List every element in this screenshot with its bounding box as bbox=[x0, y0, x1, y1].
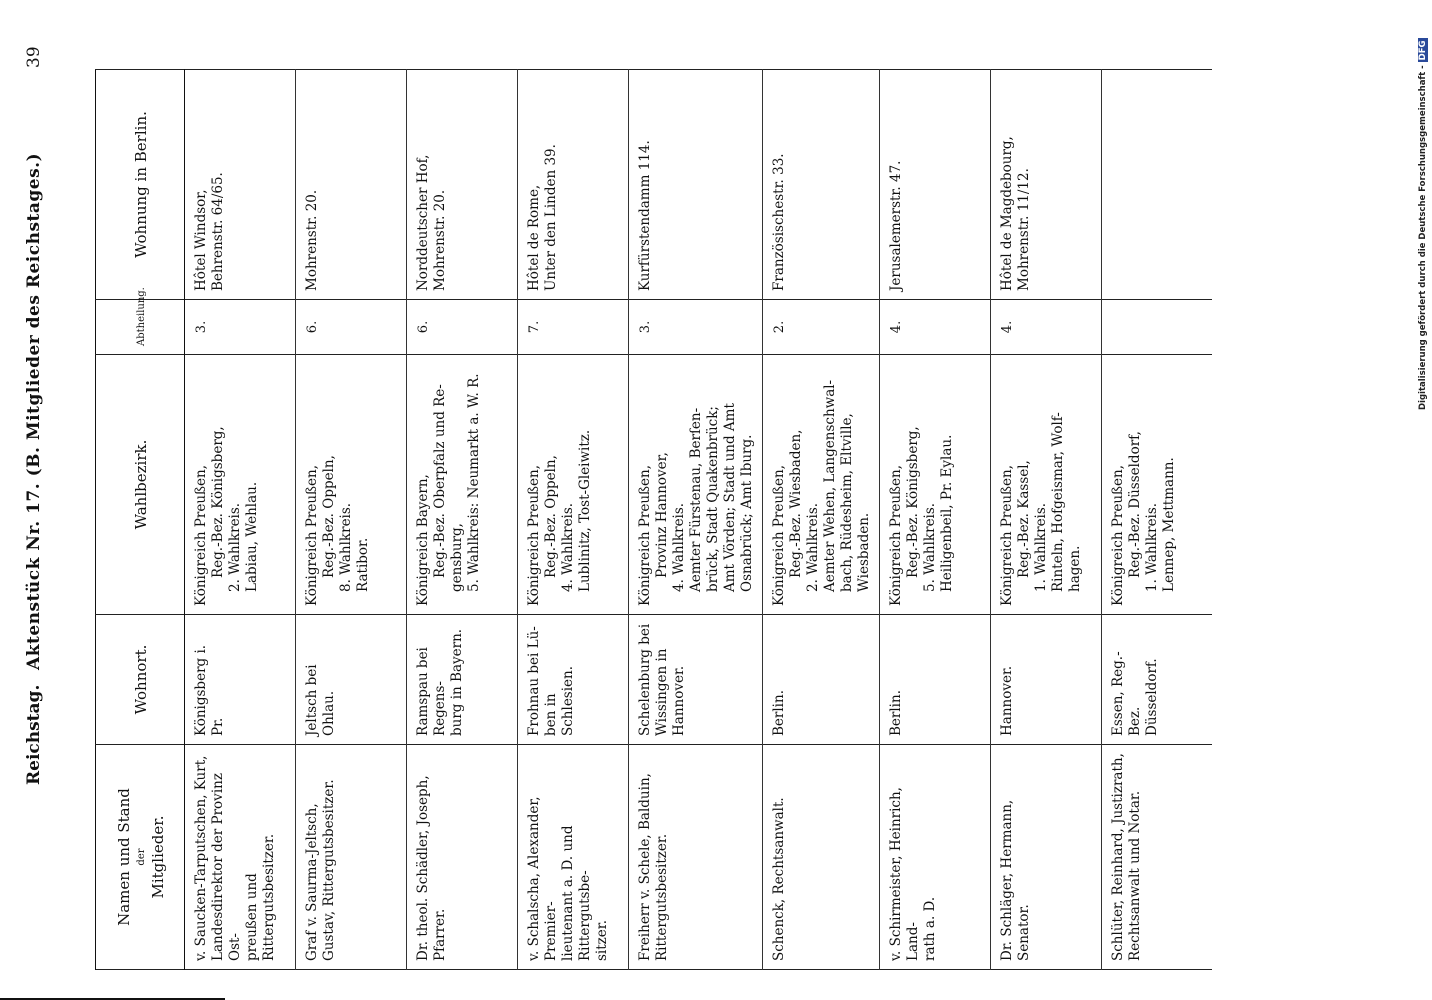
constituency-cell bbox=[407, 355, 518, 615]
residence-line: Königsberg i. Pr. bbox=[193, 644, 226, 736]
table-header-row bbox=[96, 70, 185, 970]
table-row bbox=[296, 70, 407, 970]
constituency-line: Königreich Preußen, bbox=[193, 464, 209, 606]
constituency-line: 5. Wahlkreis. bbox=[922, 502, 938, 592]
page-header bbox=[24, 0, 60, 1000]
constituency-line: hagen. bbox=[1067, 545, 1083, 592]
berlin-address-cell bbox=[1102, 70, 1213, 300]
residence-cell bbox=[880, 615, 991, 745]
berlin-address-line: Kurfürstendamm 114. bbox=[637, 140, 653, 291]
residence-cell bbox=[185, 615, 296, 745]
constituency-line: Königreich Bayern, bbox=[415, 474, 431, 606]
member-name-line: Schenck, Rechtsanwalt. bbox=[771, 797, 787, 961]
member-name-line: lieutenant a. D. und Rittergutsbe- bbox=[560, 825, 593, 961]
berlin-address-line: Hôtel Windsor, bbox=[193, 189, 209, 291]
table-row bbox=[185, 70, 296, 970]
constituency-line: 2. Wahlkreis. bbox=[805, 502, 821, 592]
constituency-line: Ratibor. bbox=[355, 537, 371, 592]
member-name-line: Pfarrer. bbox=[432, 908, 448, 961]
constituency-line: 1. Wahlkreis. bbox=[1033, 502, 1049, 592]
berlin-address-line: Unter den Linden 39. bbox=[543, 144, 559, 291]
residence-line: Berlin. bbox=[771, 690, 787, 736]
table-row bbox=[991, 70, 1102, 970]
header-left: Reichstag. bbox=[24, 684, 44, 785]
member-name-cell bbox=[991, 745, 1102, 970]
member-name-line: v. Schirmeister, Heinrich, Land- bbox=[888, 787, 921, 961]
berlin-address-line: Behrenstr. 64/65. bbox=[210, 172, 226, 291]
constituency-cell bbox=[991, 355, 1102, 615]
member-name-cell bbox=[185, 745, 296, 970]
residence-line: Hannover. bbox=[671, 665, 687, 736]
constituency-line: Aemter Wehen, Langenschwal- bbox=[822, 379, 838, 592]
member-name-line: v. Schalscha, Alexander, Premier- bbox=[526, 796, 559, 961]
division-cell: 3. bbox=[629, 300, 763, 355]
constituency-cell bbox=[763, 355, 880, 615]
constituency-line: Provinz Hannover, bbox=[654, 452, 670, 578]
division-cell: 3. bbox=[185, 300, 296, 355]
constituency-cell bbox=[296, 355, 407, 615]
constituency-line: 4. Wahlkreis. bbox=[560, 502, 576, 592]
residence-cell bbox=[991, 615, 1102, 745]
residence-line: Düsseldorf. bbox=[1144, 658, 1160, 736]
constituency-line: Rinteln, Hofgeismar, Wolf- bbox=[1050, 412, 1066, 592]
constituency-line: Reg.-Bez. Oppeln, bbox=[321, 455, 337, 578]
division-cell: 4. bbox=[880, 300, 991, 355]
dfg-stamp bbox=[1418, 38, 1428, 410]
berlin-address-line: Hôtel de Magdebourg, bbox=[999, 136, 1015, 291]
berlin-address-line: Französischestr. 33. bbox=[771, 153, 787, 291]
constituency-cell bbox=[518, 355, 629, 615]
member-name-cell bbox=[407, 745, 518, 970]
member-name-line: Dr. Schläger, Hermann, Senator. bbox=[999, 799, 1032, 961]
constituency-line: Königreich Preußen, bbox=[771, 464, 787, 606]
berlin-address-cell bbox=[407, 70, 518, 300]
residence-line: Schelenburg bei bbox=[637, 623, 653, 736]
constituency-line: gensburg, bbox=[449, 523, 465, 592]
constituency-line: Reg.-Bez. Düsseldorf, bbox=[1127, 431, 1143, 578]
constituency-line: Reg.-Bez. Kassel, bbox=[1016, 460, 1032, 578]
residence-line: Ramspau bei Regens- bbox=[415, 647, 448, 736]
berlin-address-cell bbox=[880, 70, 991, 300]
member-name-line: preußen und Rittergutsbesitzer. bbox=[244, 833, 277, 961]
residence-line: burg in Bayern. bbox=[449, 628, 465, 736]
constituency-line: Heiligenbeil, Pr. Eylau. bbox=[939, 434, 955, 592]
header-name bbox=[96, 745, 185, 970]
division-cell: 7. bbox=[518, 300, 629, 355]
berlin-address-cell bbox=[629, 70, 763, 300]
constituency-line: Reg.-Bez. Oppeln, bbox=[543, 455, 559, 578]
member-name-line: Gustav, Rittergutsbesitzer. bbox=[321, 779, 337, 961]
table-row bbox=[407, 70, 518, 970]
member-name-line: v. Saucken-Tarputschen, Kurt, bbox=[193, 755, 209, 961]
constituency-cell bbox=[629, 355, 763, 615]
constituency-cell bbox=[1102, 355, 1213, 615]
constituency-line: Osnabrück; Amt Iburg. bbox=[739, 434, 755, 592]
constituency-line: Labiau, Wehlau. bbox=[244, 481, 260, 592]
member-name-cell bbox=[880, 745, 991, 970]
table-body bbox=[185, 70, 1213, 970]
header-berlin: Wohnung in Berlin. bbox=[96, 70, 185, 300]
constituency-line: Amt Vörden; Stadt und Amt bbox=[722, 403, 738, 592]
berlin-address-line: Mohrenstr. 20. bbox=[432, 189, 448, 291]
table-row bbox=[518, 70, 629, 970]
header-name-sub1: der bbox=[135, 848, 147, 866]
constituency-line: 4. Wahlkreis. bbox=[671, 502, 687, 592]
residence-cell bbox=[518, 615, 629, 745]
berlin-address-line: Jerusalemerstr. 47. bbox=[888, 160, 904, 291]
header-residence: Wohnort. bbox=[96, 615, 185, 745]
constituency-cell bbox=[880, 355, 991, 615]
member-name-cell bbox=[763, 745, 880, 970]
constituency-line: Königreich Preußen, bbox=[999, 464, 1015, 606]
header-division: Abtheilung. bbox=[96, 300, 185, 355]
berlin-address-line: Norddeutscher Hof, bbox=[415, 154, 431, 291]
division-cell: 4. bbox=[991, 300, 1102, 355]
constituency-line: brück, Stadt Quakenbrück; bbox=[705, 406, 721, 592]
constituency-line: Lublinitz, Tost-Gleiwitz. bbox=[577, 429, 593, 592]
division-cell: 6. bbox=[407, 300, 518, 355]
berlin-address-line: Mohrenstr. 11/12. bbox=[1016, 168, 1032, 291]
constituency-line: 1. Wahlkreis. bbox=[1144, 502, 1160, 592]
member-name-line: Freiherr v. Schele, Balduin, bbox=[637, 773, 653, 961]
berlin-address-cell bbox=[296, 70, 407, 300]
member-name-line: Landesdirektor der Provinz Ost- bbox=[210, 773, 243, 961]
residence-line: ben in Schlesien. bbox=[543, 665, 576, 736]
constituency-line: Reg.-Bez. Wiesbaden, bbox=[788, 429, 804, 578]
table-row bbox=[763, 70, 880, 970]
constituency-line: Königreich Preußen, bbox=[304, 464, 320, 606]
berlin-address-cell bbox=[763, 70, 880, 300]
division-cell bbox=[1102, 300, 1213, 355]
residence-line: Essen, Reg.-Bez. bbox=[1110, 651, 1143, 736]
division-cell: 6. bbox=[296, 300, 407, 355]
member-name-line: Rechtsanwalt und Notar. bbox=[1127, 790, 1143, 961]
constituency-line: Wiesbaden. bbox=[856, 512, 872, 592]
constituency-line: Königreich Preußen, bbox=[526, 464, 542, 606]
constituency-line: Reg.-Bez. Königsberg, bbox=[905, 426, 921, 578]
member-name-cell bbox=[296, 745, 407, 970]
residence-line: Frohnau bei Lü- bbox=[526, 626, 542, 736]
header-constituency: Wahlbezirk. bbox=[96, 355, 185, 615]
constituency-line: Königreich Preußen, bbox=[1110, 464, 1126, 606]
constituency-line: 2. Wahlkreis. bbox=[227, 502, 243, 592]
member-name-line: rath a. D. bbox=[922, 896, 938, 961]
constituency-line: bach, Rüdesheim, Eltville, bbox=[839, 413, 855, 592]
member-name-cell bbox=[629, 745, 763, 970]
berlin-address-cell bbox=[991, 70, 1102, 300]
constituency-line: 5. Wahlkreis: Neumarkt a. W. R. bbox=[466, 373, 482, 592]
residence-line: Berlin. bbox=[888, 690, 904, 736]
member-name-cell bbox=[518, 745, 629, 970]
constituency-line: Reg.-Bez. Königsberg, bbox=[210, 426, 226, 578]
berlin-address-line: Mohrenstr. 20. bbox=[304, 189, 320, 291]
constituency-cell bbox=[185, 355, 296, 615]
constituency-line: Lennep, Mettmann. bbox=[1161, 457, 1177, 592]
members-table bbox=[95, 69, 1212, 970]
member-name-cell bbox=[1102, 745, 1213, 970]
residence-line: Wissingen in bbox=[654, 648, 670, 736]
berlin-address-cell bbox=[185, 70, 296, 300]
constituency-line: Aemter Fürstenau, Berſen- bbox=[688, 407, 704, 592]
member-name-line: Dr. theol. Schädler, Joseph, bbox=[415, 775, 431, 961]
header-name-sub2: Mitglieder. bbox=[148, 815, 167, 899]
division-cell: 2. bbox=[763, 300, 880, 355]
table-row bbox=[629, 70, 763, 970]
residence-cell bbox=[763, 615, 880, 745]
constituency-line: 8. Wahlkreis. bbox=[338, 502, 354, 592]
constituency-line: Königreich Preußen, bbox=[637, 464, 653, 606]
dfg-logo: DFG bbox=[1418, 40, 1428, 61]
berlin-address-cell bbox=[518, 70, 629, 300]
residence-cell bbox=[1102, 615, 1213, 745]
header-title: Aktenstück Nr. 17. (B. Mitglieder des Reichstages.) bbox=[24, 152, 44, 670]
berlin-address-line: Hôtel de Rome, bbox=[526, 184, 542, 291]
table-row bbox=[1102, 70, 1213, 970]
residence-line: Jeltsch bei Ohlau. bbox=[304, 664, 337, 736]
residence-cell bbox=[296, 615, 407, 745]
stamp-text: Digitalisierung gefördert durch die Deutsche Forschungsgemeinschaft - bbox=[1418, 65, 1428, 410]
member-name-line: Schlüter, Reinhard, Justizrath, bbox=[1110, 753, 1126, 961]
page-number: 39 bbox=[24, 46, 44, 68]
table-row bbox=[880, 70, 991, 970]
residence-cell bbox=[407, 615, 518, 745]
header-name-label: Namen und Stand bbox=[114, 788, 133, 926]
member-name-line: sitzer. bbox=[594, 919, 610, 961]
constituency-line: Königreich Preußen, bbox=[888, 464, 904, 606]
residence-cell bbox=[629, 615, 763, 745]
residence-line: Hannover. bbox=[999, 665, 1015, 736]
constituency-line: Reg.-Bez. Oberpfalz und Re- bbox=[432, 384, 448, 578]
member-name-line: Graf v. Saurma-Jeltsch, bbox=[304, 803, 320, 961]
member-name-line: Rittergutsbesitzer. bbox=[654, 833, 670, 961]
